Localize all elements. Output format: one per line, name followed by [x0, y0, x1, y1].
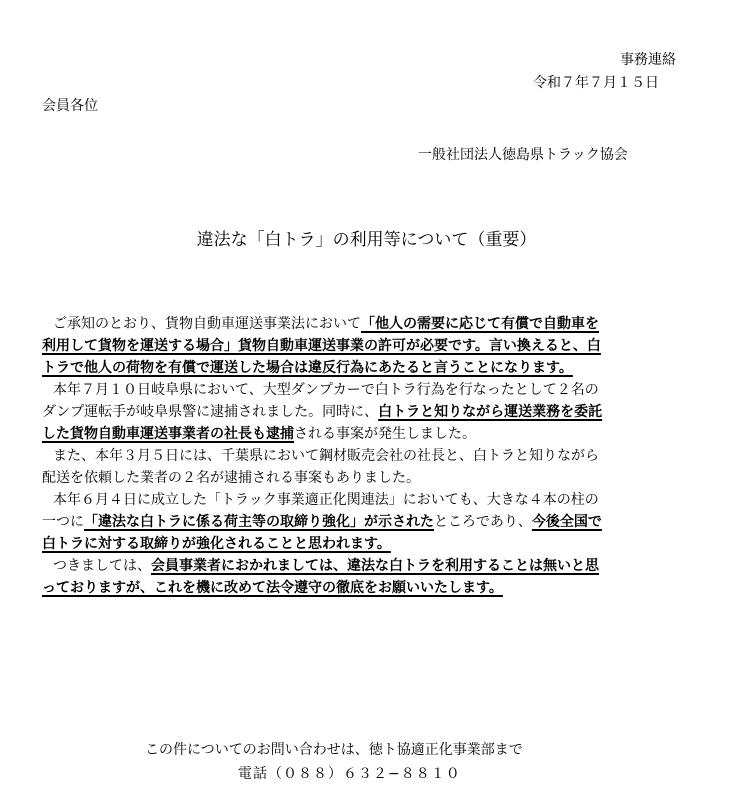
emphasis-text: 白トラと知りながら運送業務を委託: [378, 404, 603, 420]
body-line: 白トラに対する取締りが強化されることと思われます。: [42, 536, 391, 552]
body-line: [42, 424, 476, 444]
body-line: [53, 556, 599, 576]
emphasis-text: 「他人の需要に応じて有償で自動車を: [361, 316, 599, 332]
document-type: 事務連絡: [620, 52, 676, 68]
body-line: 本年７月１０日岐阜県において、大型ダンプカーで白トラ行為を行なったとして２名の: [53, 382, 599, 398]
emphasis-text: した貨物自動車運送事業者の社長も逮捕: [42, 426, 294, 442]
body-line: っておりますが、これを機に改めて法令遵守の徹底をお願いいたします。: [42, 580, 503, 596]
body-line: トラで他人の荷物を有償で運送した場合は違反行為にあたると言うことになります。: [42, 360, 573, 376]
body-text: ダンプ運転手が岐阜県警に逮捕されました。同時に、: [42, 404, 379, 420]
body-text: ご承知のとおり、貨物自動車運送事業法において: [53, 316, 361, 332]
document-title: 違法な「白トラ」の利用等について（重要）: [196, 230, 537, 250]
body-text: 一つに: [42, 514, 84, 530]
body-line: 本年６月４日に成立した「トラック事業適正化関連法」においても、大きな４本の柱の: [53, 492, 599, 508]
body-text: つきましては、: [53, 558, 151, 574]
body-line: [42, 512, 602, 532]
body-line: また、本年３月５日には、千葉県において鋼材販売会社の社長と、白トラと知りながら: [53, 448, 599, 464]
body-line: 利用して貨物を運送する場合」貨物自動車運送事業の許可が必要です。言い換えると、白: [42, 338, 601, 354]
recipient: 会員各位: [42, 98, 98, 114]
body-text: ところであり、: [434, 514, 532, 530]
body-line: [42, 402, 602, 422]
body-text: される事案が発生しました。: [294, 426, 476, 442]
body-line: 配送を依頼した業者の２名が逮捕される事案もありました。: [42, 470, 420, 486]
emphasis-text: 会員事業者におかれましては、違法な白トラを利用することは無いと思: [151, 558, 599, 574]
contact-info: この件についてのお問い合わせは、徳ト協適正化事業部まで: [145, 742, 523, 758]
emphasis-text: 今後全国で: [531, 514, 602, 530]
phone-number: 電話（０８８）６３２−８８１０: [238, 766, 461, 782]
emphasis-text: 「違法な白トラに係る荷主等の取締り強化」が示された: [84, 514, 434, 530]
document-date: 令和７年７月１５日: [533, 75, 659, 91]
body-line: [53, 314, 599, 334]
sender: 一般社団法人徳島県トラック協会: [418, 147, 628, 163]
